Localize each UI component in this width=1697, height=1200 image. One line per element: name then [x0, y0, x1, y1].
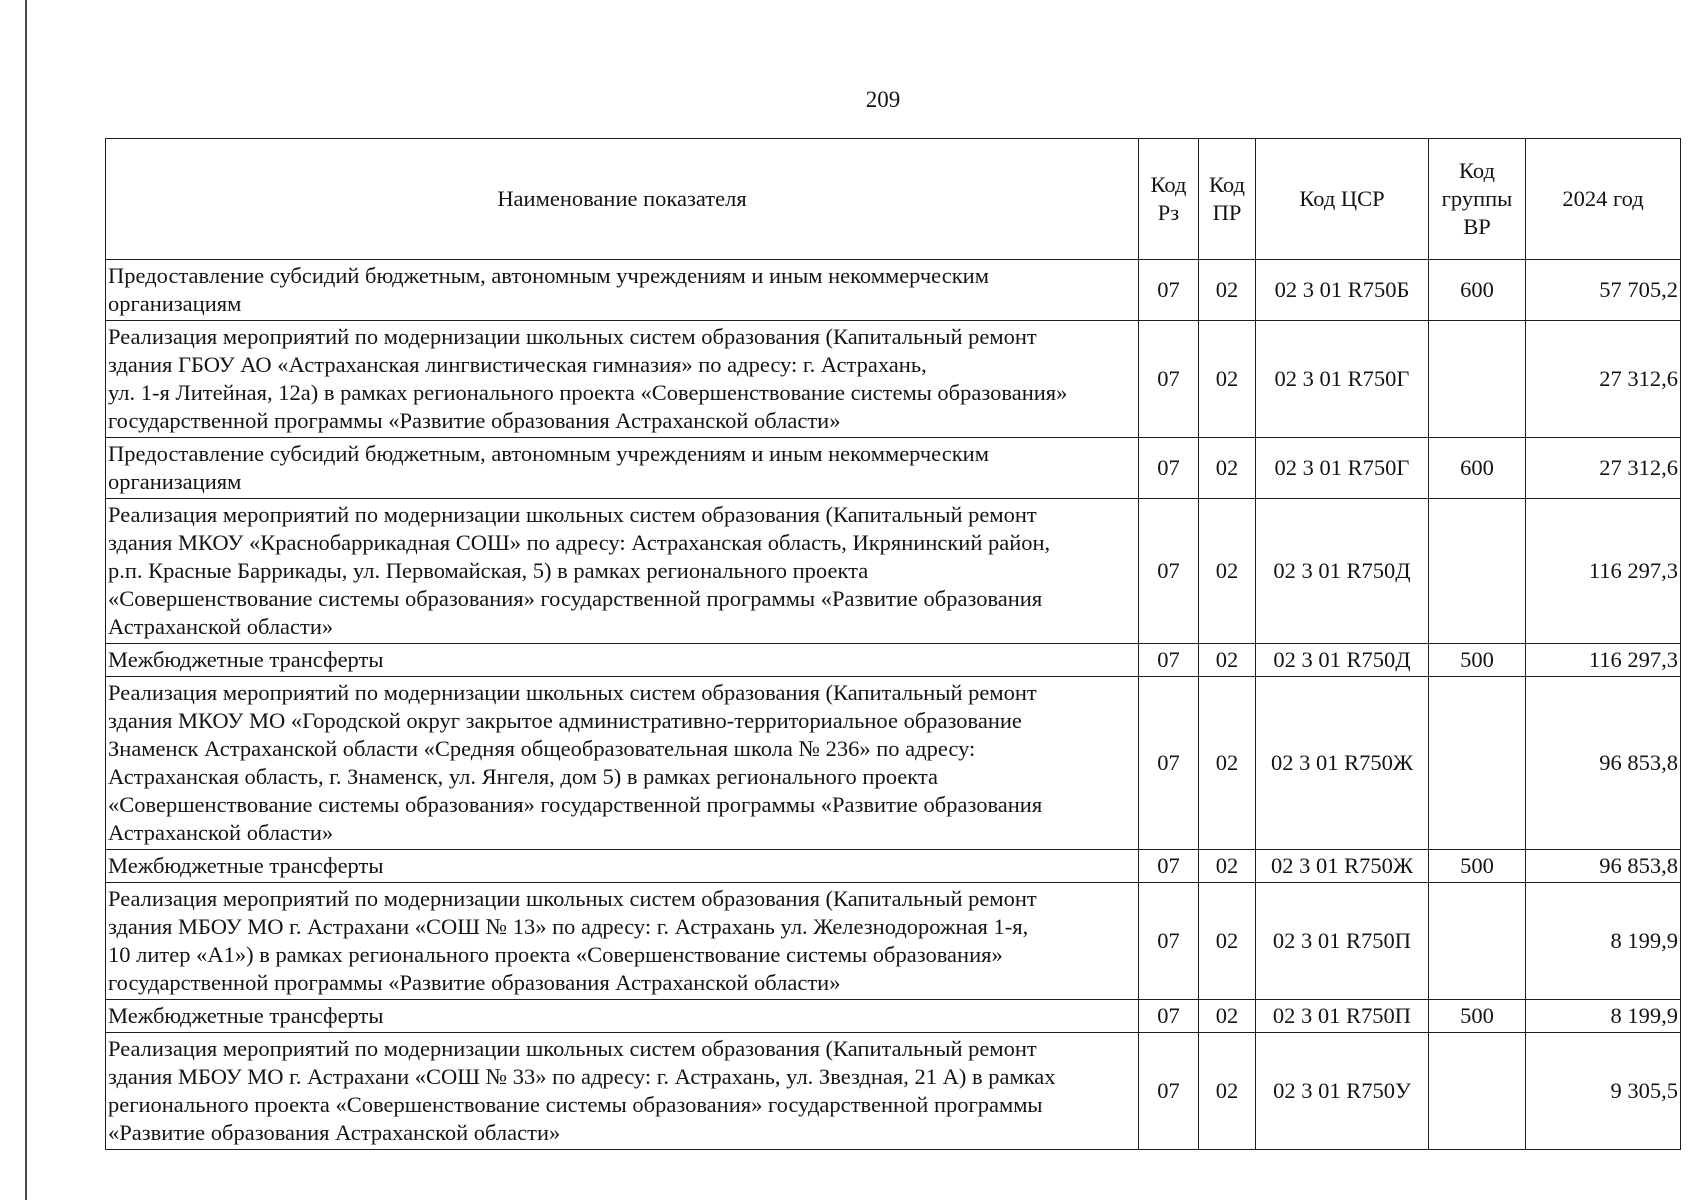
table-body	[106, 260, 1681, 1150]
vr-group-code-cell: 500	[1429, 644, 1526, 677]
table-row	[106, 1000, 1681, 1033]
table-row	[106, 438, 1681, 499]
rz-code-cell: 07	[1139, 883, 1199, 1000]
indicator-name-cell: Реализация мероприятий по модернизации школьных систем образования (Капитальный ремонт здания МБОУ МО г. Астрахани «СОШ № 33» по адресу: г. Астрахань, ул. Звездная, 21 А) в рамках регионального проекта «Совершенствование системы образования» государственной программы «Развитие образования Астраханской области»	[106, 1033, 1139, 1150]
rz-code-cell: 07	[1139, 850, 1199, 883]
vr-group-code-cell: 600	[1429, 438, 1526, 499]
amount-2024-cell: 96 853,8	[1526, 677, 1681, 850]
csr-code-cell: 02 3 01 R750Ж	[1256, 850, 1429, 883]
amount-2024-cell: 9 305,5	[1526, 1033, 1681, 1150]
rz-code-cell: 07	[1139, 1000, 1199, 1033]
pr-code-cell: 02	[1199, 1000, 1256, 1033]
rz-code-cell: 07	[1139, 677, 1199, 850]
pr-code-cell: 02	[1199, 321, 1256, 438]
rz-code-cell: 07	[1139, 1033, 1199, 1150]
csr-code-cell: 02 3 01 R750Г	[1256, 438, 1429, 499]
table-row	[106, 260, 1681, 321]
vr-group-code-cell	[1429, 321, 1526, 438]
csr-code-cell: 02 3 01 R750Г	[1256, 321, 1429, 438]
pr-code-cell: 02	[1199, 677, 1256, 850]
amount-2024-cell: 8 199,9	[1526, 883, 1681, 1000]
pr-code-cell: 02	[1199, 499, 1256, 644]
amount-2024-cell: 27 312,6	[1526, 321, 1681, 438]
vr-group-code-cell: 600	[1429, 260, 1526, 321]
vr-group-code-cell	[1429, 883, 1526, 1000]
csr-code-cell: 02 3 01 R750П	[1256, 1000, 1429, 1033]
pr-code-cell: 02	[1199, 1033, 1256, 1150]
amount-2024-cell: 96 853,8	[1526, 850, 1681, 883]
vr-group-code-cell	[1429, 677, 1526, 850]
rz-code-cell: 07	[1139, 499, 1199, 644]
header-csr-code: Код ЦСР	[1256, 139, 1429, 260]
rz-code-cell: 07	[1139, 260, 1199, 321]
table-row	[106, 499, 1681, 644]
pr-code-cell: 02	[1199, 260, 1256, 321]
pr-code-cell: 02	[1199, 883, 1256, 1000]
budget-table	[105, 138, 1681, 1150]
indicator-name-cell: Межбюджетные трансферты	[106, 850, 1139, 883]
rz-code-cell: 07	[1139, 321, 1199, 438]
header-rz-code: Код Рз	[1139, 139, 1199, 260]
rz-code-cell: 07	[1139, 438, 1199, 499]
amount-2024-cell: 8 199,9	[1526, 1000, 1681, 1033]
page-number: 209	[865, 87, 901, 112]
pr-code-cell: 02	[1199, 438, 1256, 499]
amount-2024-cell: 27 312,6	[1526, 438, 1681, 499]
rz-code-cell: 07	[1139, 644, 1199, 677]
header-pr-code: Код ПР	[1199, 139, 1256, 260]
amount-2024-cell: 116 297,3	[1526, 499, 1681, 644]
indicator-name-cell: Межбюджетные трансферты	[106, 1000, 1139, 1033]
csr-code-cell: 02 3 01 R750Б	[1256, 260, 1429, 321]
csr-code-cell: 02 3 01 R750П	[1256, 883, 1429, 1000]
vr-group-code-cell	[1429, 499, 1526, 644]
table-row	[106, 677, 1681, 850]
vr-group-code-cell: 500	[1429, 1000, 1526, 1033]
csr-code-cell: 02 3 01 R750Д	[1256, 499, 1429, 644]
table-row	[106, 1033, 1681, 1150]
indicator-name-cell: Реализация мероприятий по модернизации школьных систем образования (Капитальный ремонт здания МКОУ МО «Городской округ закрытое административно-территориальное образование Знаменск Астраханской области «Средняя общеобразовательная школа № 236» по адресу: Астраханская область, г. Знаменск, ул. Янгеля, дом 5) в рамках регионального проекта «Совершенствование системы образования» государственной программы «Развитие образования Астраханской области»	[106, 677, 1139, 850]
amount-2024-cell: 57 705,2	[1526, 260, 1681, 321]
table-header-row	[106, 139, 1681, 260]
pr-code-cell: 02	[1199, 850, 1256, 883]
indicator-name-cell: Реализация мероприятий по модернизации школьных систем образования (Капитальный ремонт здания ГБОУ АО «Астраханская лингвистическая гимназия» по адресу: г. Астрахань, ул. 1-я Литейная, 12а) в рамках регионального проекта «Совершенствование системы образования» государственной программы «Развитие образования Астраханской области»	[106, 321, 1139, 438]
table-row	[106, 850, 1681, 883]
indicator-name-cell: Реализация мероприятий по модернизации школьных систем образования (Капитальный ремонт здания МБОУ МО г. Астрахани «СОШ № 13» по адресу: г. Астрахань ул. Железнодорожная 1-я, 10 литер «А1») в рамках регионального проекта «Совершенствование системы образования» государственной программы «Развитие образования Астраханской области»	[106, 883, 1139, 1000]
vr-group-code-cell	[1429, 1033, 1526, 1150]
vr-group-code-cell: 500	[1429, 850, 1526, 883]
pr-code-cell: 02	[1199, 644, 1256, 677]
amount-2024-cell: 116 297,3	[1526, 644, 1681, 677]
indicator-name-cell: Межбюджетные трансферты	[106, 644, 1139, 677]
header-indicator-name: Наименование показателя	[106, 139, 1139, 260]
header-vr-group-code: Код группы ВР	[1429, 139, 1526, 260]
csr-code-cell: 02 3 01 R750У	[1256, 1033, 1429, 1150]
table-row	[106, 321, 1681, 438]
indicator-name-cell: Предоставление субсидий бюджетным, автономным учреждениям и иным некоммерческим организациям	[106, 260, 1139, 321]
scan-edge-line	[25, 0, 27, 1200]
table-row	[106, 883, 1681, 1000]
table-row	[106, 644, 1681, 677]
header-2024-year: 2024 год	[1526, 139, 1681, 260]
table-header	[106, 139, 1681, 260]
csr-code-cell: 02 3 01 R750Д	[1256, 644, 1429, 677]
csr-code-cell: 02 3 01 R750Ж	[1256, 677, 1429, 850]
indicator-name-cell: Реализация мероприятий по модернизации школьных систем образования (Капитальный ремонт здания МКОУ «Краснобаррикадная СОШ» по адресу: Астраханская область, Икрянинский район, р.п. Красные Баррикады, ул. Первомайская, 5) в рамках регионального проекта «Совершенствование системы образования» государственной программы «Развитие образования Астраханской области»	[106, 499, 1139, 644]
indicator-name-cell: Предоставление субсидий бюджетным, автономным учреждениям и иным некоммерческим организациям	[106, 438, 1139, 499]
